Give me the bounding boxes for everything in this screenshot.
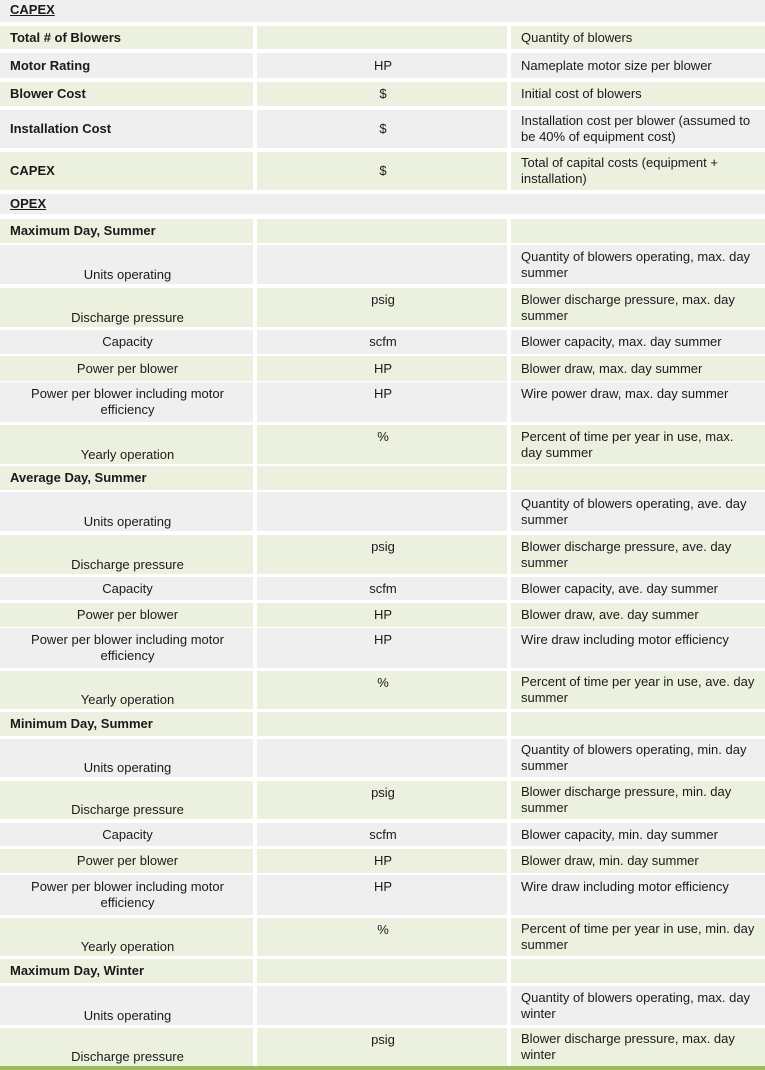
row-label: Discharge pressure bbox=[0, 1028, 253, 1066]
group-title: Average Day, Summer bbox=[0, 466, 253, 490]
row-unit: scfm bbox=[257, 577, 507, 600]
row-description: Blower discharge pressure, min. day summer bbox=[511, 781, 765, 819]
group-desc-empty bbox=[511, 712, 765, 736]
row-description: Quantity of blowers operating, max. day winter bbox=[511, 986, 765, 1025]
group-desc-empty bbox=[511, 959, 765, 983]
group-title: Maximum Day, Summer bbox=[0, 219, 253, 243]
row-unit: HP bbox=[257, 603, 507, 627]
row-description: Installation cost per blower (assumed to be 40% of equipment cost) bbox=[511, 110, 765, 148]
row-label: Units operating bbox=[0, 492, 253, 531]
row-unit bbox=[257, 739, 507, 777]
row-description: Blower draw, max. day summer bbox=[511, 356, 765, 381]
row-label: Motor Rating bbox=[0, 53, 253, 78]
row-description: Quantity of blowers bbox=[511, 26, 765, 49]
opex-row bbox=[0, 330, 765, 354]
row-label: Yearly operation bbox=[0, 671, 253, 709]
row-label: Power per blower bbox=[0, 849, 253, 873]
row-description: Blower draw, ave. day summer bbox=[511, 603, 765, 627]
opex-row bbox=[0, 823, 765, 846]
row-description: Initial cost of blowers bbox=[511, 82, 765, 106]
opex-row bbox=[0, 425, 765, 464]
row-unit: HP bbox=[257, 356, 507, 381]
group-title: Maximum Day, Winter bbox=[0, 959, 253, 983]
row-description: Blower discharge pressure, max. day summer bbox=[511, 288, 765, 327]
row-unit: HP bbox=[257, 849, 507, 873]
row-description: Blower capacity, ave. day summer bbox=[511, 577, 765, 600]
opex-row bbox=[0, 918, 765, 956]
row-description: Nameplate motor size per blower bbox=[511, 53, 765, 78]
opex-row bbox=[0, 492, 765, 531]
row-unit: % bbox=[257, 425, 507, 464]
row-label: Blower Cost bbox=[0, 82, 253, 106]
row-description: Quantity of blowers operating, min. day summer bbox=[511, 739, 765, 777]
group-unit-empty bbox=[257, 959, 507, 983]
row-label: Power per blower including motor efficiency bbox=[0, 382, 253, 422]
section-title-text: CAPEX bbox=[10, 2, 55, 17]
row-unit: % bbox=[257, 671, 507, 709]
row-label: Units operating bbox=[0, 245, 253, 284]
row-label: Power per blower including motor efficiency bbox=[0, 875, 253, 915]
row-description: Percent of time per year in use, min. day summer bbox=[511, 918, 765, 956]
section-header-capex bbox=[0, 0, 765, 22]
row-description: Blower capacity, min. day summer bbox=[511, 823, 765, 846]
row-unit: $ bbox=[257, 110, 507, 148]
group-unit-empty bbox=[257, 219, 507, 243]
opex-row bbox=[0, 781, 765, 819]
opex-row bbox=[0, 577, 765, 600]
row-label: Power per blower bbox=[0, 603, 253, 627]
opex-row bbox=[0, 986, 765, 1025]
row-label: Units operating bbox=[0, 739, 253, 777]
opex-row bbox=[0, 849, 765, 873]
section-title-text: OPEX bbox=[10, 196, 47, 211]
group-header bbox=[0, 466, 765, 490]
row-description: Total of capital costs (equipment + installation) bbox=[511, 152, 765, 190]
row-label: Total # of Blowers bbox=[0, 26, 253, 49]
group-desc-empty bbox=[511, 466, 765, 490]
row-label: Discharge pressure bbox=[0, 781, 253, 819]
opex-row bbox=[0, 535, 765, 574]
section-title bbox=[0, 194, 765, 214]
row-description: Blower draw, min. day summer bbox=[511, 849, 765, 873]
row-unit: scfm bbox=[257, 330, 507, 354]
row-unit: scfm bbox=[257, 823, 507, 846]
row-unit: psig bbox=[257, 1028, 507, 1066]
capex-row bbox=[0, 53, 765, 78]
group-header bbox=[0, 712, 765, 736]
row-description: Blower discharge pressure, ave. day summer bbox=[511, 535, 765, 574]
opex-row bbox=[0, 245, 765, 284]
row-label: Capacity bbox=[0, 330, 253, 354]
row-description: Blower discharge pressure, max. day winter bbox=[511, 1028, 765, 1066]
row-label: Power per blower bbox=[0, 356, 253, 381]
capex-row bbox=[0, 152, 765, 190]
opex-row bbox=[0, 603, 765, 627]
group-title: Minimum Day, Summer bbox=[0, 712, 253, 736]
row-unit: $ bbox=[257, 152, 507, 190]
row-unit: HP bbox=[257, 628, 507, 668]
row-description: Wire power draw, max. day summer bbox=[511, 382, 765, 422]
row-label: Yearly operation bbox=[0, 425, 253, 464]
capex-row bbox=[0, 110, 765, 148]
row-unit: HP bbox=[257, 875, 507, 915]
row-unit bbox=[257, 245, 507, 284]
row-unit: psig bbox=[257, 535, 507, 574]
row-label: Discharge pressure bbox=[0, 288, 253, 327]
row-description: Quantity of blowers operating, ave. day summer bbox=[511, 492, 765, 531]
opex-row bbox=[0, 356, 765, 381]
row-unit bbox=[257, 492, 507, 531]
row-unit: HP bbox=[257, 382, 507, 422]
opex-row bbox=[0, 288, 765, 327]
row-label: Installation Cost bbox=[0, 110, 253, 148]
row-description: Percent of time per year in use, ave. day summer bbox=[511, 671, 765, 709]
row-label: Capacity bbox=[0, 823, 253, 846]
section-title bbox=[0, 0, 765, 22]
row-label: Units operating bbox=[0, 986, 253, 1025]
row-unit bbox=[257, 986, 507, 1025]
capex-row bbox=[0, 82, 765, 106]
opex-row bbox=[0, 382, 765, 422]
opex-row bbox=[0, 671, 765, 709]
row-description: Percent of time per year in use, max. day summer bbox=[511, 425, 765, 464]
row-unit: psig bbox=[257, 288, 507, 327]
opex-row bbox=[0, 875, 765, 915]
group-header bbox=[0, 219, 765, 243]
row-description: Quantity of blowers operating, max. day summer bbox=[511, 245, 765, 284]
group-unit-empty bbox=[257, 712, 507, 736]
row-label: Capacity bbox=[0, 577, 253, 600]
group-desc-empty bbox=[511, 219, 765, 243]
group-unit-empty bbox=[257, 466, 507, 490]
row-description: Wire draw including motor efficiency bbox=[511, 875, 765, 915]
opex-row bbox=[0, 739, 765, 777]
row-label: Yearly operation bbox=[0, 918, 253, 956]
section-header-opex bbox=[0, 194, 765, 214]
row-unit: psig bbox=[257, 781, 507, 819]
row-description: Wire draw including motor efficiency bbox=[511, 628, 765, 668]
row-label: Power per blower including motor efficiency bbox=[0, 628, 253, 668]
row-unit: % bbox=[257, 918, 507, 956]
bottom-accent-bar bbox=[0, 1066, 765, 1070]
capex-row bbox=[0, 26, 765, 49]
row-unit: HP bbox=[257, 53, 507, 78]
opex-row bbox=[0, 628, 765, 668]
row-unit bbox=[257, 26, 507, 49]
opex-row bbox=[0, 1028, 765, 1066]
row-description: Blower capacity, max. day summer bbox=[511, 330, 765, 354]
row-label: CAPEX bbox=[0, 152, 253, 190]
group-header bbox=[0, 959, 765, 983]
row-unit: $ bbox=[257, 82, 507, 106]
row-label: Discharge pressure bbox=[0, 535, 253, 574]
